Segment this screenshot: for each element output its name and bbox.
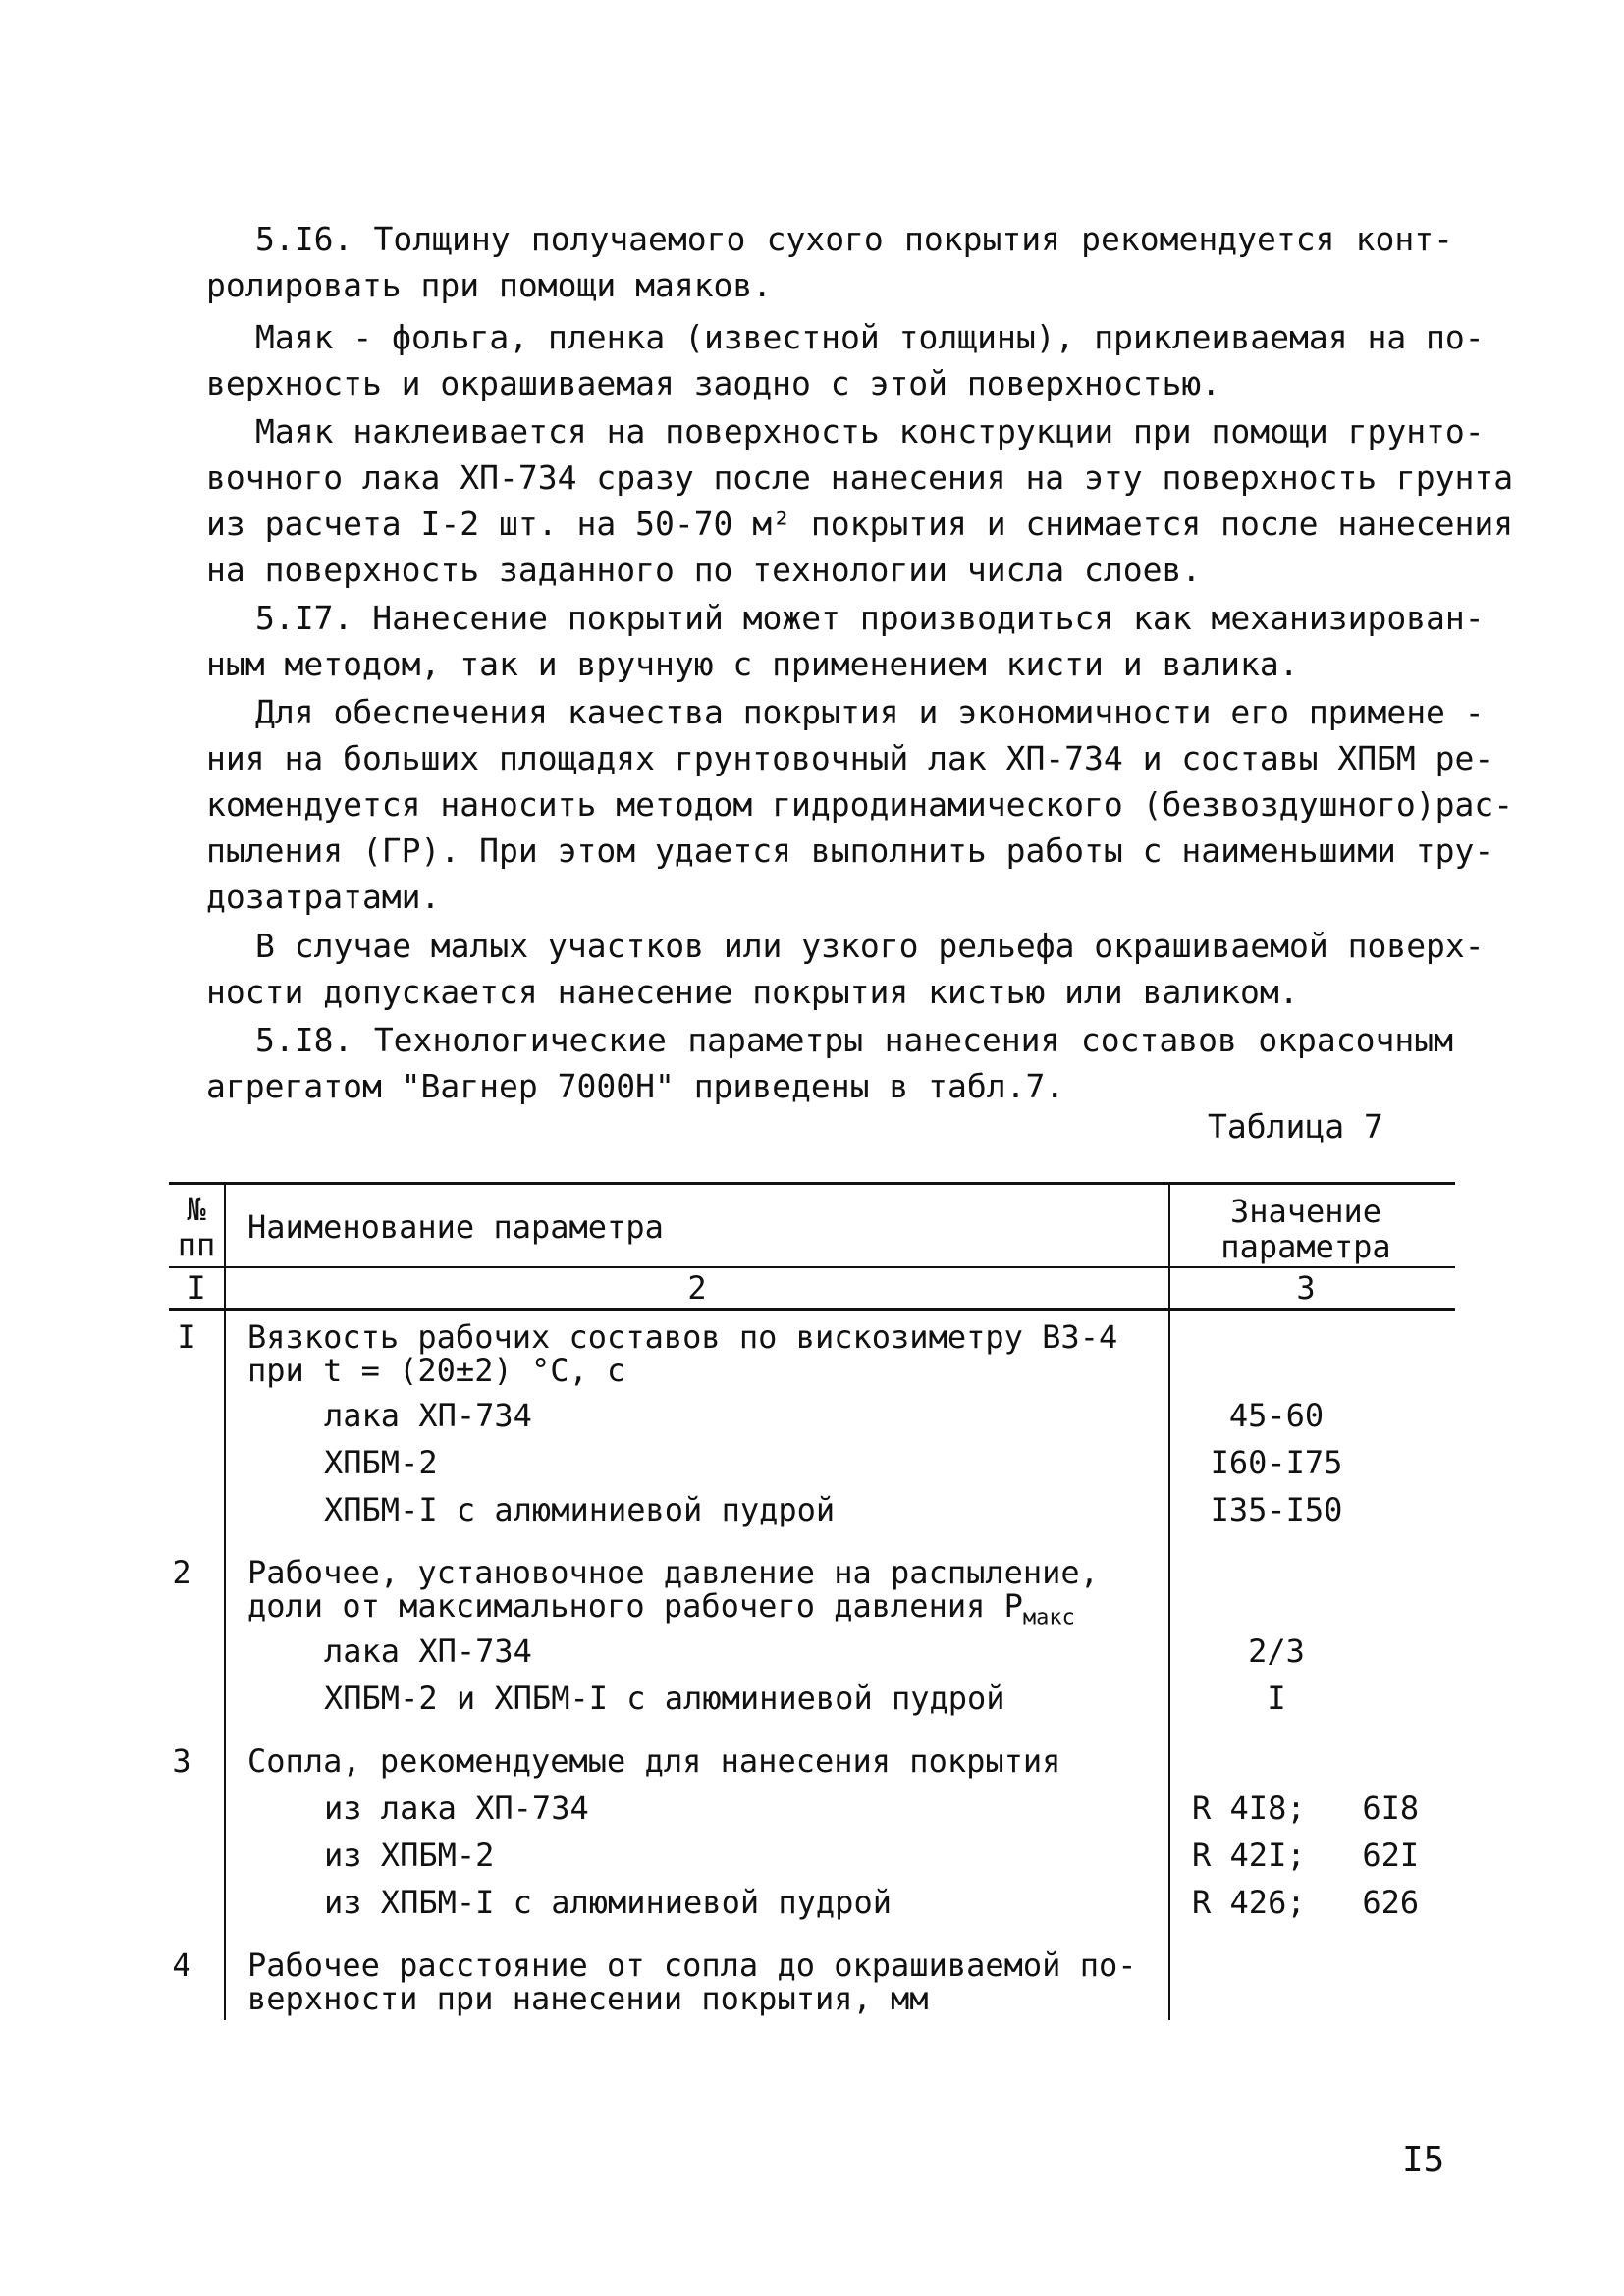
row-3-item-value: R 4I8; 6I8: [1192, 1789, 1420, 1827]
row-1-number: I: [177, 1318, 196, 1356]
header-value-bottom: параметра: [1220, 1228, 1391, 1265]
table-col-divider-1: [224, 1182, 226, 2020]
paragraph-quality: [206, 689, 1514, 920]
row-2-item-name: лака ХП-734: [324, 1632, 532, 1670]
row-4-title-line: верхности при нанесении покрытия, мм: [247, 1980, 929, 2017]
row-2-item-value: I: [1267, 1680, 1286, 1717]
header-number-abbr: пп: [177, 1226, 216, 1263]
row-2-title-line: [247, 1588, 1075, 1635]
text-line: ролировать при помощи маяков.: [206, 266, 773, 304]
paragraph-beacon-definition: [206, 314, 1485, 406]
row-3-item-name: из ХПБМ-I с алюминиевой пудрой: [324, 1884, 892, 1921]
text-line: пыления (ГР). При этом удается выполнить работы с наименьшими тру-: [206, 831, 1494, 870]
row-2-title-text: доли от максимального рабочего давления Р: [247, 1587, 1023, 1625]
row-1-item-name: ХПБМ-I с алюминиевой пудрой: [324, 1491, 836, 1528]
text-line: дозатратами.: [206, 878, 441, 916]
row-1-item-name: лака ХП-734: [324, 1397, 532, 1434]
table-header-rule: [169, 1266, 1455, 1268]
text-line: комендуется наносить методом гидродинамического (безвоздушного)рас-: [206, 785, 1514, 824]
text-line: вочного лака ХП-734 сразу после нанесения на эту поверхность грунта: [206, 458, 1514, 497]
column-number-3: 3: [1296, 1269, 1316, 1307]
paragraph-beacon-application: [206, 408, 1514, 593]
row-2-title-line: Рабочее, установочное давление на распыление,: [247, 1554, 1099, 1591]
row-1-item-value: I35-I50: [1210, 1491, 1343, 1528]
text-line: В случае малых участков или узкого рельефа окрашиваемой поверх-: [255, 927, 1485, 965]
text-line: ния на больших площадях грунтовочный лак ХП-734 и составы ХПБМ ре-: [206, 739, 1494, 777]
paragraph-5-16: [206, 216, 1453, 308]
paragraph-5-17: [206, 595, 1485, 687]
text-line: ным методом, так и вручную с применением кисти и валика.: [206, 645, 1299, 683]
page-number: I5: [1402, 2140, 1445, 2180]
table-caption: Таблица 7: [1208, 1107, 1383, 1146]
row-1-item-value: 45-60: [1228, 1397, 1325, 1434]
table-colnum-rule: [169, 1308, 1455, 1311]
text-line: на поверхность заданного по технологии числа слоев.: [206, 551, 1202, 589]
row-3-number: 3: [172, 1742, 191, 1780]
text-line: Для обеспечения качества покрытия и экономичности его примене -: [255, 693, 1485, 731]
text-line: 5.I6. Толщину получаемого сухого покрытия рекомендуется конт-: [255, 220, 1453, 258]
row-3-item-name: из лака ХП-734: [324, 1789, 589, 1827]
row-1-title-line: при t = (20±2) °С, с: [247, 1352, 626, 1389]
table-col-divider-2: [1168, 1182, 1170, 2020]
column-number-2: 2: [687, 1269, 707, 1307]
text-line: верхность и окрашиваемая заодно с этой поверхностью.: [206, 364, 1221, 402]
text-line: ности допускается нанесение покрытия кистью или валиком.: [206, 973, 1299, 1011]
paragraph-small-areas: [206, 923, 1485, 1015]
row-2-number: 2: [172, 1554, 191, 1591]
row-2-item-name: ХПБМ-2 и ХПБМ-I с алюминиевой пудрой: [324, 1680, 1005, 1717]
row-1-item-value: I60-I75: [1210, 1444, 1343, 1481]
row-4-title-line: Рабочее расстояние от сопла до окрашиваемой по-: [247, 1947, 1137, 1984]
row-2-title-subscript: макс: [1022, 1605, 1075, 1630]
text-line: 5.I7. Нанесение покрытий может производиться как механизирован-: [255, 599, 1485, 637]
header-number-symbol: №: [187, 1191, 206, 1228]
row-1-item-name: ХПБМ-2: [324, 1444, 438, 1481]
row-2-item-value: 2/3: [1248, 1632, 1305, 1670]
text-line: Маяк - фольга, пленка (известной толщины), приклеиваемая на по-: [255, 318, 1485, 356]
row-3-item-name: из ХПБМ-2: [324, 1837, 495, 1874]
text-line: Маяк наклеивается на поверхность конструкции при помощи грунто-: [255, 412, 1485, 451]
table-top-rule: [169, 1182, 1455, 1185]
paragraph-5-18: [206, 1017, 1453, 1109]
text-line: агрегатом "Вагнер 7000Н" приведены в табл.7.: [206, 1067, 1065, 1105]
column-number-1: I: [187, 1269, 206, 1307]
text-line: 5.I8. Технологические параметры нанесения составов окрасочным: [255, 1021, 1453, 1059]
header-parameter-name: Наименование параметра: [247, 1208, 664, 1246]
header-value-top: Значение: [1229, 1193, 1382, 1230]
row-3-title-line: Сопла, рекомендуемые для нанесения покрытия: [247, 1742, 1061, 1780]
row-3-item-value: R 426; 626: [1192, 1884, 1420, 1921]
text-line: из расчета I-2 шт. на 50-70 м² покрытия и снимается после нанесения: [206, 505, 1514, 543]
row-4-number: 4: [172, 1947, 191, 1984]
row-3-item-value: R 42I; 62I: [1192, 1837, 1420, 1874]
row-1-title-line: Вязкость рабочих составов по вискозиметру ВЗ-4: [247, 1318, 1118, 1356]
